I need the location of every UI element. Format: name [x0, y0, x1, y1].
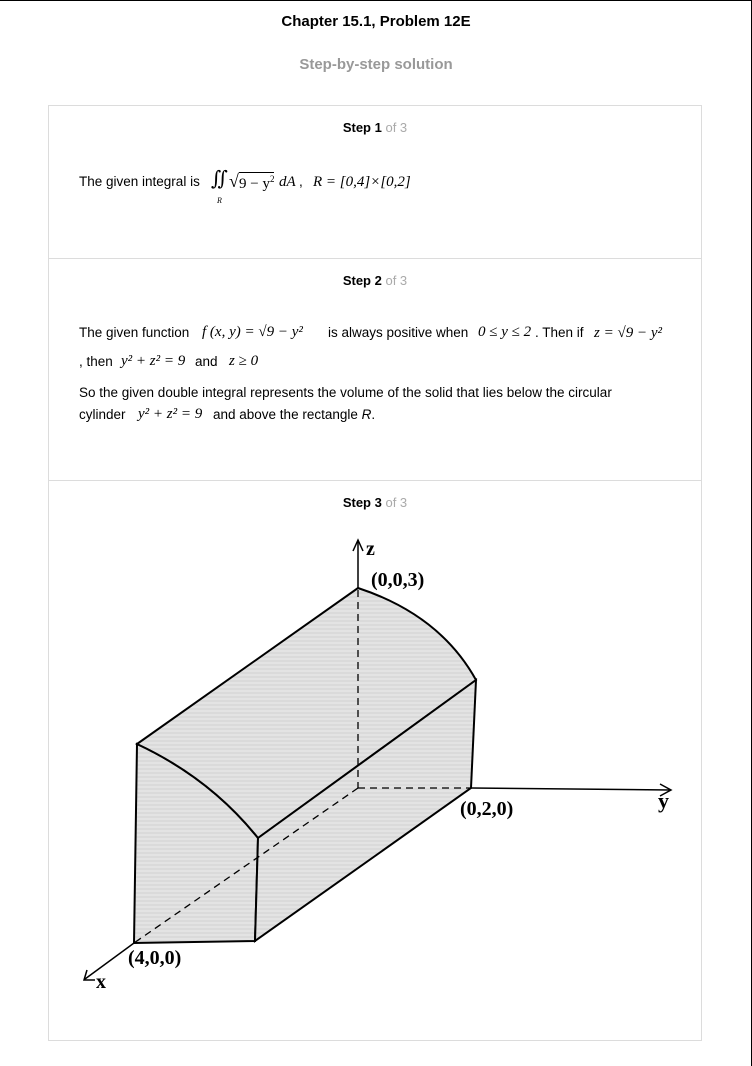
function-definition: f (x, y) = √9 − y²: [202, 324, 303, 340]
volume-explanation: So the given double integral represents the volume of the solid that lies below the circular: [79, 385, 612, 400]
x-axis-label: x: [96, 971, 106, 993]
region-definition: R = [0,4]×[0,2]: [313, 174, 411, 190]
y-axis-label: y: [658, 788, 669, 813]
solution-subtitle: Step-by-step solution: [299, 56, 453, 73]
point-z-label: (0,0,3): [371, 569, 425, 591]
step-count: of 3: [385, 495, 408, 510]
step-label: Step 2: [342, 273, 382, 288]
then-text: , then: [79, 354, 113, 369]
double-integral-sign: ∬: [211, 168, 229, 190]
chapter-title: Chapter 15.1, Problem 12E: [281, 13, 471, 30]
positivity-text: is always positive when: [328, 325, 469, 340]
integrand-dA: dA: [279, 174, 296, 190]
z-nonnegative: z ≥ 0: [229, 353, 259, 369]
cylinder-equation: y² + z² = 9: [121, 353, 186, 369]
rectangle-text: and above the rectangle R.: [213, 407, 376, 422]
cylinder-word: cylinder: [79, 407, 126, 422]
z-axis-label: z: [366, 538, 375, 560]
function-intro: The given function: [79, 325, 190, 340]
point-x-label: (4,0,0): [128, 947, 182, 969]
x-axis: [85, 943, 134, 979]
step-count: of 3: [385, 120, 408, 135]
cylinder-equation-2: y² + z² = 9: [138, 406, 203, 422]
point-y-label: (0,2,0): [460, 798, 514, 820]
and-text: and: [195, 354, 218, 369]
radical-sign: √: [229, 171, 239, 191]
z-definition: z = √9 − y²: [594, 325, 662, 341]
integral-intro: The given integral is: [79, 174, 200, 189]
step-label: Step 3: [342, 495, 382, 510]
y-range: 0 ≤ y ≤ 2: [478, 324, 532, 340]
then-if-text: . Then if: [535, 325, 584, 340]
integral-region-subscript: R: [217, 196, 222, 205]
step-count: of 3: [385, 273, 408, 288]
comma: ,: [299, 174, 303, 189]
integrand-radicand: $9 - y^2$: [239, 174, 275, 192]
y-axis: [471, 788, 670, 790]
step-label: Step 1: [342, 120, 382, 135]
